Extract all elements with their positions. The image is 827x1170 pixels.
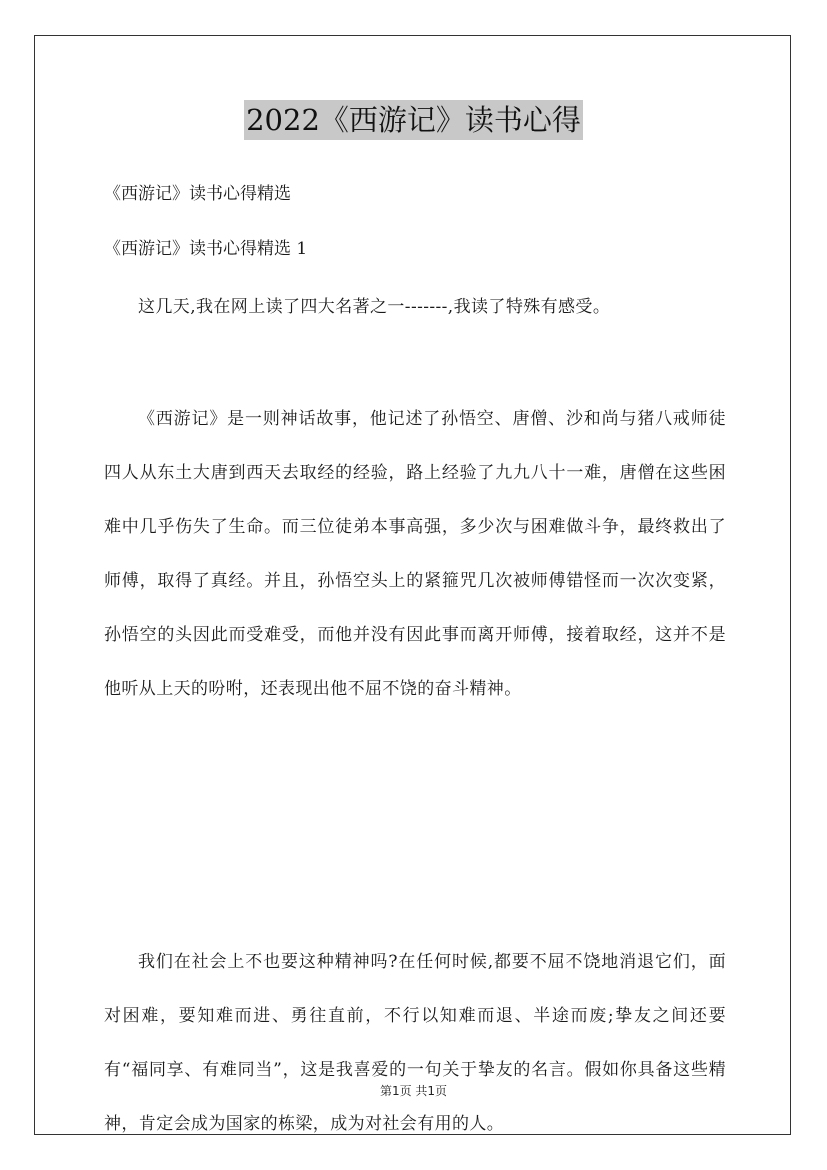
page-footer: 第1页 共1页	[379, 1084, 448, 1098]
subheading-2: 《西游记》读书心得精选 1	[104, 239, 308, 259]
title-container	[0, 100, 827, 140]
paragraph-3: 我们在社会上不也要这种精神吗?在任何时候,都要不屈不饶地消退它们，面对困难，要知难而进、勇往直前，不行以知难而退、半途而废;挚友之间还要有“福同享、有难同当”，这是我喜爱的一句关于挚友的名言。假如你具备这些精神，肯定会成为国家的栋梁，成为对社会有用的人。	[104, 952, 726, 1134]
subheading-1: 《西游记》读书心得精选	[104, 184, 291, 204]
document-title: 2022《西游记》读书心得	[244, 100, 583, 140]
paragraph-2: 《西游记》是一则神话故事，他记述了孙悟空、唐僧、沙和尚与猪八戒师徒四人从东土大唐到西天去取经的经验，路上经验了九九八十一难，唐僧在这些困难中几乎伤失了生命。而三位徒弟本事高强，多少次与困难做斗争，最终救出了师傅，取得了真经。并且，孙悟空头上的紧箍咒几次被师傅错怪而一次次变紧，孙悟空的头因此而受难受，而他并没有因此事而离开师傅，接着取经，这并不是他听从上天的吩咐，还表现出他不屈不饶的奋斗精神。	[104, 409, 726, 699]
paragraph-1: 这几天,我在网上读了四大名著之一-------,我读了特殊有感受。	[138, 297, 611, 317]
